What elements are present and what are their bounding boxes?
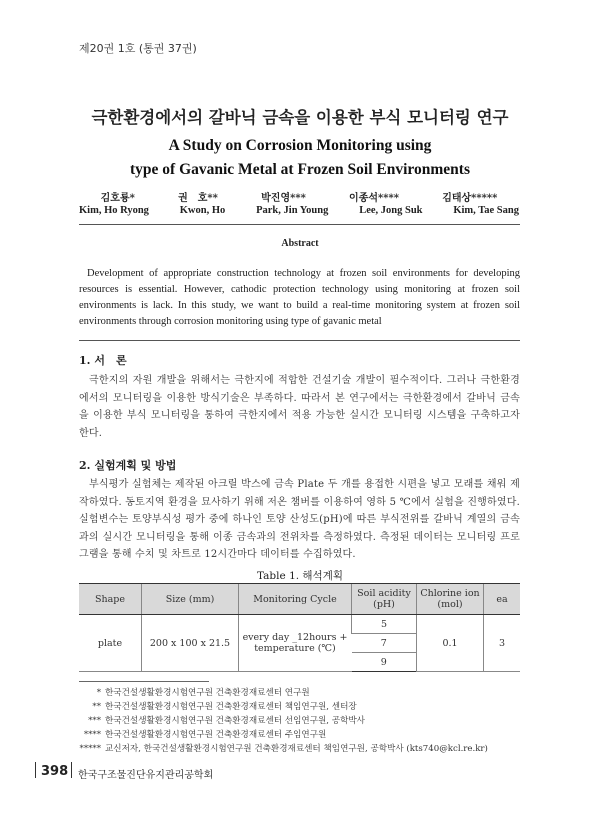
cell-ea: 3 [484, 615, 521, 672]
author-korean: 권 호** [178, 193, 218, 204]
footnote: * 한국건설생활환경시험연구원 건축환경재료센터 연구원 [96, 688, 310, 698]
header-shape: Shape [79, 584, 142, 615]
footnote: **** 한국건설생활환경시험연구원 건축환경재료센터 주임연구원 [83, 730, 327, 740]
cell-chlorine: 0.1 [417, 615, 484, 672]
author-english: Lee, Jong Suk [359, 205, 423, 216]
footnote: ***** 교신저자, 한국건설생활환경시험연구원 건축환경재료센터 책임연구원, 공학박사 (kts740@kcl.re.kr) [79, 744, 488, 754]
header-ph: Soil acidity (pH) [352, 584, 417, 615]
section-1-title: 1. 서 론 [79, 354, 127, 367]
author-english: Park, Jin Young [256, 205, 329, 216]
header-cycle: Monitoring Cycle [239, 584, 352, 615]
footnote-divider [79, 681, 209, 682]
author-english: Kwon, Ho [179, 205, 226, 216]
cell-size: 200 x 100 x 21.5 [142, 615, 239, 672]
author-korean: 김태상***** [442, 193, 498, 204]
section-2-title: 2. 실험계획 및 방법 [79, 459, 177, 472]
abstract-heading: Abstract [281, 238, 319, 249]
cell-shape: plate [79, 615, 142, 672]
footnote: ** 한국건설생활환경시험연구원 건축환경재료센터 책임연구원, 센터장 [92, 702, 357, 712]
abstract-text: Development of appropriate construction technology at frozen soil environments for developing resources is essential. However, cathodic protection technology using monitoring at frozen soil environments is lack. In this study, we want to build a real-time monitoring system at frozen soil environments through corrosion monitoring using type of gavanic metal [79, 268, 520, 327]
cell-ph: 9 [352, 653, 417, 672]
table-caption: Table 1. 해석계획 [256, 570, 343, 582]
section-2-text: 부식평가 실험체는 제작된 아크릴 박스에 금속 Plate 두 개를 용접한 시편을 넣고 모래를 채워 제작하였다. 동토지역 환경을 묘사하기 위해 저온 챔버를 이용하여 영하 5 ℃에서 실험을 진행하였다. 실험변수는 토양부식성 평가 중에 하나인 토양 산성도(pH)에 따른 부식전위를 갈바닉 계열의 금속과의 실시간 모니터링을 통해 이종 금속과의 전위차를 측정하였다. 측정된 데이터는 모니터링 프로그램을 통해 수치 및 차트로 12시간마다 데이터를 수집하였다. [79, 479, 520, 560]
authors-korean [79, 189, 519, 204]
header-chlorine: Chlorine ion (mol) [417, 584, 484, 615]
journal-name: 한국구조물진단유지관리공학회 [78, 770, 214, 781]
page-number: 398 [41, 764, 69, 779]
english-title-line1: A Study on Corrosion Monitoring using [168, 137, 432, 154]
author-korean: 김호룡* [100, 193, 135, 204]
cell-cycle: every day _12hours + temperature (℃) [239, 615, 352, 672]
authors-english [79, 205, 519, 216]
header-size: Size (mm) [142, 584, 239, 615]
table-header-row [79, 584, 520, 615]
table-row [79, 615, 520, 634]
authors-divider [79, 224, 520, 225]
author-korean: 박진영*** [261, 193, 306, 204]
cell-ph: 7 [352, 634, 417, 653]
volume-header: 제20권 1호 (통권 37권) [79, 42, 197, 55]
english-title-line2: type of Gavanic Metal at Frozen Soil Environments [130, 161, 470, 178]
page-number-bar [35, 762, 36, 778]
section-1-text: 극한지의 자원 개발을 위해서는 극한지에 적합한 건설기술 개발이 필수적이다. 그러나 극한환경에서의 모니터링을 이용한 방식기술은 부족하다. 따라서 본 연구에서는 극한환경에서 갈바닉 금속을 이용한 부식 모니터링을 통하여 극한지에서 적용 가능한 실시간 모니터링 시스템을 구축하고자 한다. [79, 375, 520, 439]
specimen-table [79, 583, 520, 672]
korean-title: 극한환경에서의 갈바닉 금속을 이용한 부식 모니터링 연구 [91, 108, 509, 127]
footnote: *** 한국건설생활환경시험연구원 건축환경재료센터 선임연구원, 공학박사 [88, 716, 365, 726]
header-ea: ea [484, 584, 521, 615]
author-english: Kim, Tae Sang [453, 205, 519, 216]
abstract-divider [79, 340, 520, 341]
footer-divider [71, 762, 72, 778]
cell-ph: 5 [352, 615, 417, 634]
author-korean: 이종석**** [349, 193, 399, 204]
author-english: Kim, Ho Ryong [79, 205, 149, 216]
